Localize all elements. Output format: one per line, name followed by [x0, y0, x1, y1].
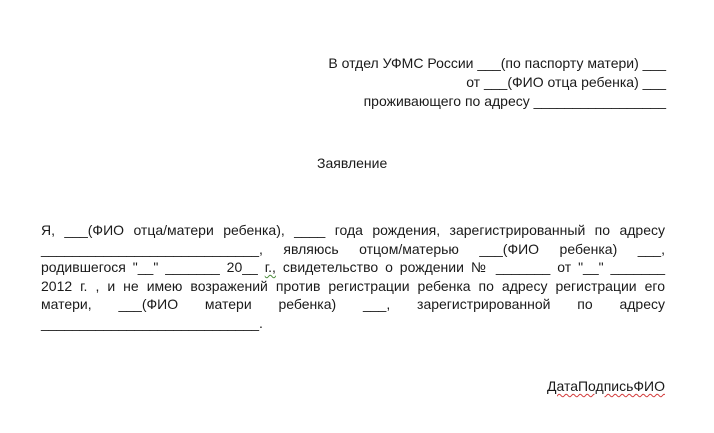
- body-line-6: ____________________________.: [41, 314, 263, 331]
- addressee-line-department: В отдел УФМС России ___(по паспорту матери) ___: [328, 55, 666, 71]
- body-line-3-part-a: родившегося "__" _______ 20__: [41, 259, 265, 276]
- addressee-line-from: от ___(ФИО отца ребенка) ___: [466, 74, 666, 90]
- body-line-5: матери, ___(ФИО матери ребенка) ___, зарегистрированной по адресу: [41, 296, 665, 313]
- body-line-1: Я, ___(ФИО отца/матери ребенка), ____ года рождения, зарегистрированный по адресу: [41, 222, 665, 238]
- signature-line: ДатаПодписьФИО: [546, 378, 665, 394]
- body-line-3: [41, 258, 665, 277]
- document-title: Заявление: [317, 155, 388, 171]
- body-line-4: 2012 г. , и не имею возражений против регистрации ребенка по адресу регистрации его: [41, 277, 665, 294]
- statement-body: [41, 221, 665, 333]
- addressee-block: [328, 54, 666, 111]
- body-line-2: ____________________________, являюсь отцом/матерью ___(ФИО ребенка) ___,: [41, 240, 665, 257]
- grammar-flagged-text: г.,: [264, 259, 276, 276]
- body-line-3-part-c: свидетельство о рождении № _______ от "__" _______: [275, 259, 666, 276]
- addressee-line-address: проживающего по адресу _________________: [363, 93, 666, 109]
